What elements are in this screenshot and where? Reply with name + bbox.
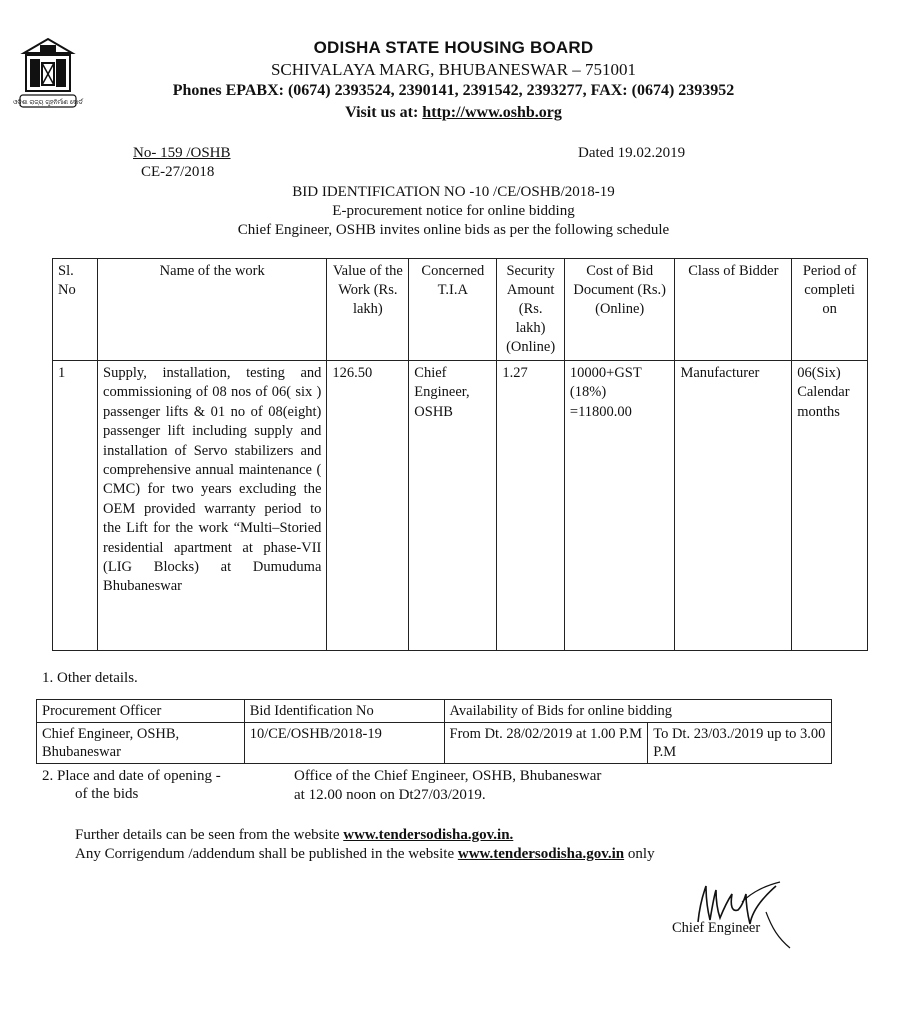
opening-label-2: of the bids — [75, 786, 139, 802]
further-tail: only — [624, 846, 655, 862]
further-line-1 — [75, 826, 655, 845]
invite-heading: Chief Engineer, OSHB invites online bids as per the following schedule — [237, 222, 670, 238]
org-name: ODISHA STATE HOUSING BOARD — [313, 38, 594, 57]
ref-ce-number: CE-27/2018 — [141, 164, 215, 180]
header-value-of-work: Value of the Work (Rs. lakh) — [327, 259, 409, 361]
website-link[interactable]: http://www.oshb.org — [422, 104, 562, 121]
header-bid-identification: Bid Identification No — [244, 700, 444, 723]
cell-tia: Chief Engineer, OSHB — [409, 361, 497, 651]
other-details-label: 1. Other details. — [42, 670, 138, 686]
opening-date: at 12.00 noon on Dt27/03/2019. — [294, 787, 486, 803]
header-period: Period of completi on — [792, 259, 868, 361]
further-line-2 — [75, 845, 655, 864]
org-address: SCHIVALAYA MARG, BHUBANESWAR – 751001 — [270, 60, 637, 79]
further-text-2: Any Corrigendum /addendum shall be published in the website — [75, 846, 458, 862]
eprocurement-heading: E-procurement notice for online bidding — [332, 203, 575, 219]
further-text-1: Further details can be seen from the website — [75, 827, 344, 843]
signatory-title: Chief Engineer — [672, 920, 761, 936]
tender-website-link-1[interactable]: www.tendersodisha.gov.in. — [343, 827, 514, 843]
cell-cost: 10000+GST (18%) =11800.00 — [564, 361, 675, 651]
cell-officer: Chief Engineer, OSHB, Bhubaneswar — [37, 723, 245, 764]
table-row — [37, 723, 832, 764]
tender-website-link-2[interactable]: www.tendersodisha.gov.in — [457, 846, 625, 862]
ref-number: No- 159 /OSHB — [133, 145, 231, 161]
header-cost-of-bid: Cost of Bid Document (Rs.) (Online) — [564, 259, 675, 361]
header-sl-no: Sl. No — [53, 259, 98, 361]
header-name-of-work: Name of the work — [98, 259, 327, 361]
cell-sl: 1 — [53, 361, 98, 651]
other-details-table — [36, 699, 832, 764]
header-class-of-bidder: Class of Bidder — [675, 259, 792, 361]
bid-identification-heading: BID IDENTIFICATION NO -10 /CE/OSHB/2018-19 — [292, 184, 615, 200]
notice-headings — [0, 183, 907, 240]
cell-bid-no: 10/CE/OSHB/2018-19 — [244, 723, 444, 764]
table-row — [53, 361, 868, 651]
cell-to: To Dt. 23/03./2019 up to 3.00 P.M — [648, 723, 832, 764]
further-details — [75, 826, 655, 864]
letter-date: Dated 19.02.2019 — [578, 145, 686, 161]
cell-from: From Dt. 28/02/2019 at 1.00 P.M — [444, 723, 648, 764]
cell-name-of-work: Supply, installation, testing and commissioning of 08 nos of 06( six ) passenger lifts & 01 no of 08(eight) passenger lift including supply and installation of Servo stabilizers and comprehensive annual maintenance ( CMC) for two years excluding the OEM provided warranty period to the Lift for the work “Multi–Storied residential apartment at phase-VII (LIG Blocks) at Dumuduma Bhubaneswar — [98, 361, 327, 651]
cell-value: 126.50 — [327, 361, 409, 651]
header-security-amount: Security Amount (Rs. lakh) (Online) — [497, 259, 565, 361]
cell-period: 06(Six) Calendar months — [792, 361, 868, 651]
visit-label: Visit us at: — [345, 104, 423, 121]
opening-place: Office of the Chief Engineer, OSHB, Bhubaneswar — [294, 768, 602, 784]
header-tia: Concerned T.I.A — [409, 259, 497, 361]
header-availability: Availability of Bids for online bidding — [444, 700, 831, 723]
logo-caption: ଓଡ଼ିଶା ରାଜ୍ୟ ଗୃହନିର୍ମାଣ ବୋର୍ଡ — [13, 99, 83, 106]
opening-label: 2. Place and date of opening - — [42, 768, 221, 784]
table-header-row — [37, 700, 832, 723]
opening-details — [294, 767, 601, 805]
table-header-row — [53, 259, 868, 361]
org-phones: Phones EPABX: (0674) 2393524, 2390141, 2391542, 2393277, FAX: (0674) 2393952 — [172, 82, 735, 99]
cell-security: 1.27 — [497, 361, 565, 651]
org-website-line — [0, 104, 907, 122]
header-procurement-officer: Procurement Officer — [37, 700, 245, 723]
signature-scribble — [680, 872, 800, 952]
cell-class: Manufacturer — [675, 361, 792, 651]
bid-schedule-table — [52, 258, 868, 651]
